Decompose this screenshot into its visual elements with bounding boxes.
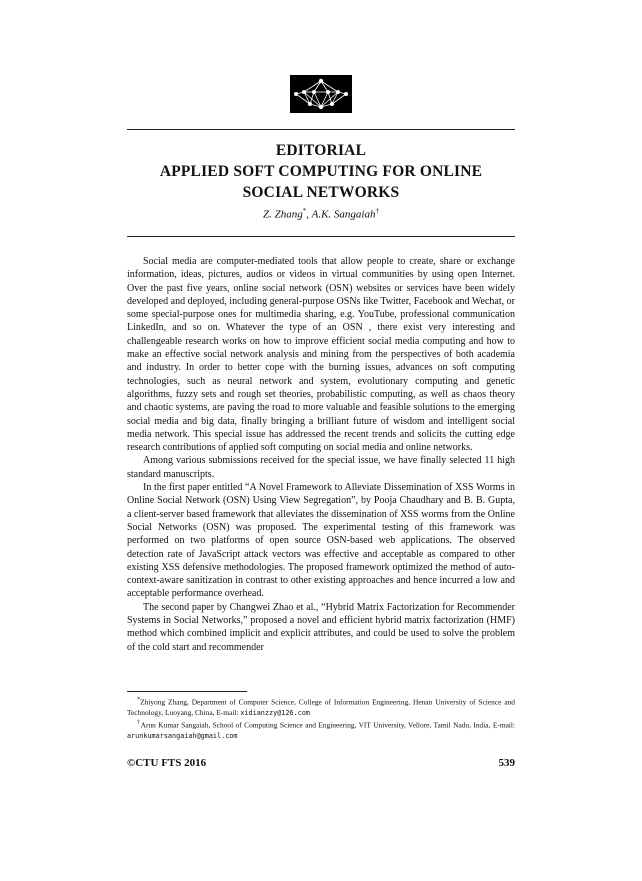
neural-network-logo-icon <box>290 75 352 113</box>
paragraph-1: Social media are computer-mediated tools that allow people to create, share or exchange information, ideas, pictures, audios or videos in virtual communities by using open Internet. Over the past five years, online social network (OSN) websites or services have been widely developed and deployed, including general-purpose OSNs like Twitter, Facebook and Wechat, or some special-purpose ones for multimedia sharing, e.g. YouTube, professional communication LinkedIn, and so on. Whatever the type of an OSN , there exist very interesting and challengeable research works on how to improve efficient social media computing and how to make an effective social network analysis and mining from the perspectives of both academia and industry. In order to better cope with the burning issues, advances on soft computing technologies, such as neural network and system, evolutionary computing and genetic algorithms, fuzzy sets and rough set theories, probabilistic computing, as well as chaos theory and chaotic systems, are paving the road to more valuable and feasible solutions to the emerging social media and big data, finally bringing a brilliant future of wisdom and intelligent social media network. This special issue has addressed the recent trends and solicits the cutting edge research contributions of applied soft computing on social media and online networks. <box>127 256 515 454</box>
footnotes <box>127 695 515 742</box>
author-line <box>127 207 515 221</box>
body-text <box>127 255 515 654</box>
paragraph-4: The second paper by Changwei Zhao et al., “Hybrid Matrix Factorization for Recommender Systems in Social Networks,” proposed a novel and efficient hybrid matrix factorization (HMF) method which combined implicit and explicit attributes, and could be used to solve the problem of the cold start and recommender <box>127 601 515 653</box>
author-2-footnote-mark: † <box>375 207 379 215</box>
footnote-2-mark: † <box>137 720 141 727</box>
author-1: Z. Zhang <box>263 208 303 221</box>
title-line-1: EDITORIAL <box>275 142 367 159</box>
author-separator: , <box>306 208 312 221</box>
footnote-2-email: arunkumarsangaiah@gmail.com <box>127 732 238 741</box>
footnote-2-text: Arun Kumar Sangaiah, School of Computing Science and Engineering, VIT University, Vellore, Tamil Nadu, India, E-mail: <box>140 720 516 730</box>
paragraph-3: In the first paper entitled “A Novel Framework to Alleviate Dissemination of XSS Worms in Online Social Network (OSN) Using View Segregation”, by Pooja Chaudhary and B. B. Gupta, a client-server based framework that alleviates the dissemination of XSS worms from the Online Social Networks (OSN) was proposed. The experimental testing of this framework was performed on two platforms of open source OSN-based web applications. The observed detection rate of JavaScript attack vectors was effective and acceptable as compared to other existing XSS defensive methodologies. The proposed framework optimized the method of auto-context-aware sanitization in contrast to other existing approaches and hence incurred a low and acceptable performance overhead. <box>127 482 515 600</box>
page-number: 539 <box>498 757 515 769</box>
header-rule <box>127 129 515 130</box>
footnote-rule <box>127 691 247 692</box>
title-line-3: SOCIAL NETWORKS <box>242 184 400 201</box>
author-1-footnote-mark: * <box>302 207 307 215</box>
footnote-1 <box>127 695 515 718</box>
author-2: A.K. Sangaiah <box>311 208 376 221</box>
footnote-2 <box>127 718 515 741</box>
copyright-footer: ©CTU FTS 2016 <box>127 757 207 769</box>
title-rule <box>127 236 515 237</box>
paper-title <box>127 140 515 203</box>
footnote-1-mark: * <box>137 697 141 703</box>
paragraph-2: Among various submissions received for the special issue, we have finally selected 11 high standard manuscripts. <box>127 455 515 480</box>
footnote-1-email: xidianzzy@126.com <box>240 708 310 717</box>
footnote-1-text: Zhiyong Zhang, Department of Computer Science, College of Information Engineering, Henan University of Science and Technology, Luoyang, China, E-mail: <box>127 697 515 717</box>
title-line-2: APPLIED SOFT COMPUTING FOR ONLINE <box>159 163 483 180</box>
